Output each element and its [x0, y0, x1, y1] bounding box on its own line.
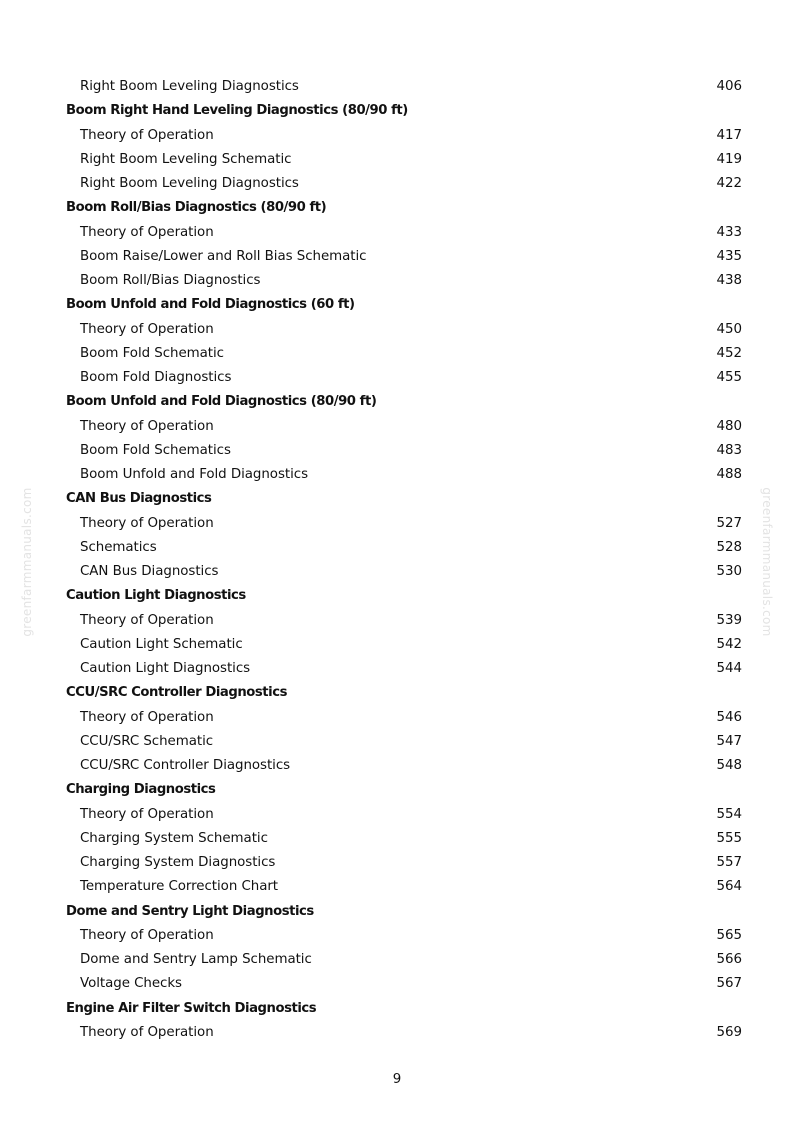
entry-page-number: 554: [716, 806, 742, 822]
toc-entry[interactable]: [0, 827, 794, 851]
entry-title: Dome and Sentry Lamp Schematic: [80, 952, 312, 967]
toc-entry[interactable]: [0, 342, 794, 366]
section-title: CAN Bus Diagnostics: [66, 491, 212, 507]
section-title: Boom Unfold and Fold Diagnostics (60 ft): [66, 297, 355, 313]
entry-title: Theory of Operation: [80, 418, 214, 434]
toc-entry[interactable]: [0, 172, 794, 196]
entry-title: Right Boom Leveling Diagnostics: [80, 176, 299, 191]
entry-title: Right Boom Leveling Schematic: [80, 151, 292, 167]
entry-page-number: 546: [716, 709, 742, 725]
toc-section-heading: [0, 99, 794, 123]
table-of-contents: [0, 75, 794, 1045]
entry-title: Boom Roll/Bias Diagnostics: [80, 273, 261, 288]
section-title: CCU/SRC Controller Diagnostics: [66, 685, 287, 701]
toc-entry[interactable]: [0, 439, 794, 463]
toc-entry[interactable]: [0, 948, 794, 972]
entry-page-number: 433: [716, 224, 742, 240]
toc-entry[interactable]: [0, 318, 794, 342]
entry-title: Theory of Operation: [80, 1024, 214, 1040]
entry-title: Caution Light Schematic: [80, 636, 243, 652]
toc-entry[interactable]: [0, 148, 794, 172]
entry-page-number: 566: [716, 952, 742, 967]
entry-title: Theory of Operation: [80, 127, 214, 143]
toc-section-heading: [0, 196, 794, 220]
section-title: Boom Unfold and Fold Diagnostics (80/90 ft): [66, 394, 377, 410]
toc-section-heading: [0, 900, 794, 924]
entry-title: Theory of Operation: [80, 806, 214, 822]
toc-entry[interactable]: [0, 924, 794, 948]
entry-page-number: 438: [716, 273, 742, 288]
entry-title: Charging System Diagnostics: [80, 855, 276, 870]
toc-entry[interactable]: [0, 609, 794, 633]
section-title: Boom Roll/Bias Diagnostics (80/90 ft): [66, 200, 327, 216]
entry-page-number: 548: [716, 758, 742, 773]
toc-entry[interactable]: [0, 875, 794, 899]
toc-entry[interactable]: [0, 560, 794, 584]
entry-page-number: 419: [716, 151, 742, 167]
entry-title: CAN Bus Diagnostics: [80, 564, 219, 579]
toc-entry[interactable]: [0, 463, 794, 487]
entry-page-number: 480: [716, 418, 742, 434]
toc-entry[interactable]: [0, 415, 794, 439]
entry-title: Charging System Schematic: [80, 830, 268, 846]
entry-page-number: 567: [716, 976, 742, 992]
entry-title: Boom Fold Schematics: [80, 442, 231, 458]
toc-section-heading: [0, 778, 794, 802]
entry-page-number: 435: [716, 248, 742, 264]
entry-title: Theory of Operation: [80, 321, 214, 337]
entry-page-number: 455: [716, 370, 742, 385]
toc-entry[interactable]: [0, 245, 794, 269]
entry-page-number: 542: [716, 636, 742, 652]
entry-title: Theory of Operation: [80, 224, 214, 240]
toc-entry[interactable]: [0, 706, 794, 730]
toc-section-heading: [0, 293, 794, 317]
toc-entry[interactable]: [0, 730, 794, 754]
toc-entry[interactable]: [0, 803, 794, 827]
section-title: Dome and Sentry Light Diagnostics: [66, 903, 314, 919]
toc-entry[interactable]: [0, 124, 794, 148]
entry-title: Caution Light Diagnostics: [80, 661, 251, 676]
entry-page-number: 406: [716, 79, 742, 94]
entry-page-number: 417: [716, 127, 742, 143]
entry-page-number: 555: [716, 830, 742, 846]
section-title: Charging Diagnostics: [66, 782, 216, 798]
toc-entry[interactable]: [0, 75, 794, 99]
entry-title: Temperature Correction Chart: [80, 879, 279, 895]
toc-section-heading: [0, 487, 794, 511]
toc-section-heading: [0, 997, 794, 1021]
entry-page-number: 527: [716, 515, 742, 531]
entry-title: Boom Fold Schematic: [80, 345, 224, 361]
entry-page-number: 547: [716, 733, 742, 749]
entry-page-number: 565: [716, 927, 742, 943]
entry-title: Theory of Operation: [80, 612, 214, 628]
entry-page-number: 488: [716, 467, 742, 482]
entry-title: Schematics: [80, 539, 157, 555]
entry-page-number: 557: [716, 855, 742, 870]
section-title: Engine Air Filter Switch Diagnostics: [66, 1000, 317, 1016]
entry-title: Boom Unfold and Fold Diagnostics: [80, 467, 308, 482]
toc-entry[interactable]: [0, 972, 794, 996]
watermark-right: greenfarmmanuals.com: [760, 487, 774, 637]
toc-section-heading: [0, 681, 794, 705]
toc-entry[interactable]: [0, 657, 794, 681]
entry-page-number: 528: [716, 539, 742, 555]
entry-title: CCU/SRC Controller Diagnostics: [80, 758, 291, 773]
toc-entry[interactable]: [0, 1021, 794, 1045]
entry-title: Boom Fold Diagnostics: [80, 370, 232, 385]
entry-title: Right Boom Leveling Diagnostics: [80, 79, 299, 94]
toc-section-heading: [0, 390, 794, 414]
page-number: 9: [392, 1072, 402, 1087]
entry-title: CCU/SRC Schematic: [80, 733, 214, 749]
entry-page-number: 452: [716, 345, 742, 361]
entry-title: Theory of Operation: [80, 709, 214, 725]
section-title: Caution Light Diagnostics: [66, 588, 246, 604]
toc-entry[interactable]: [0, 536, 794, 560]
toc-entry[interactable]: [0, 754, 794, 778]
entry-page-number: 569: [716, 1024, 742, 1040]
toc-entry[interactable]: [0, 269, 794, 293]
entry-page-number: 450: [716, 321, 742, 337]
entry-title: Voltage Checks: [80, 976, 182, 992]
section-title: Boom Right Hand Leveling Diagnostics (80/90 ft): [66, 103, 408, 119]
entry-page-number: 530: [716, 564, 742, 579]
entry-page-number: 422: [716, 176, 742, 191]
entry-title: Theory of Operation: [80, 927, 214, 943]
toc-entry[interactable]: [0, 366, 794, 390]
toc-entry[interactable]: [0, 221, 794, 245]
entry-page-number: 564: [716, 879, 742, 895]
entry-page-number: 539: [716, 612, 742, 628]
toc-entry[interactable]: [0, 512, 794, 536]
entry-page-number: 483: [716, 442, 742, 458]
watermark-left: greenfarmmanuals.com: [20, 487, 34, 637]
entry-title: Theory of Operation: [80, 515, 214, 531]
entry-title: Boom Raise/Lower and Roll Bias Schematic: [80, 248, 367, 264]
toc-section-heading: [0, 584, 794, 608]
entry-page-number: 544: [716, 661, 742, 676]
toc-entry[interactable]: [0, 633, 794, 657]
toc-entry[interactable]: [0, 851, 794, 875]
